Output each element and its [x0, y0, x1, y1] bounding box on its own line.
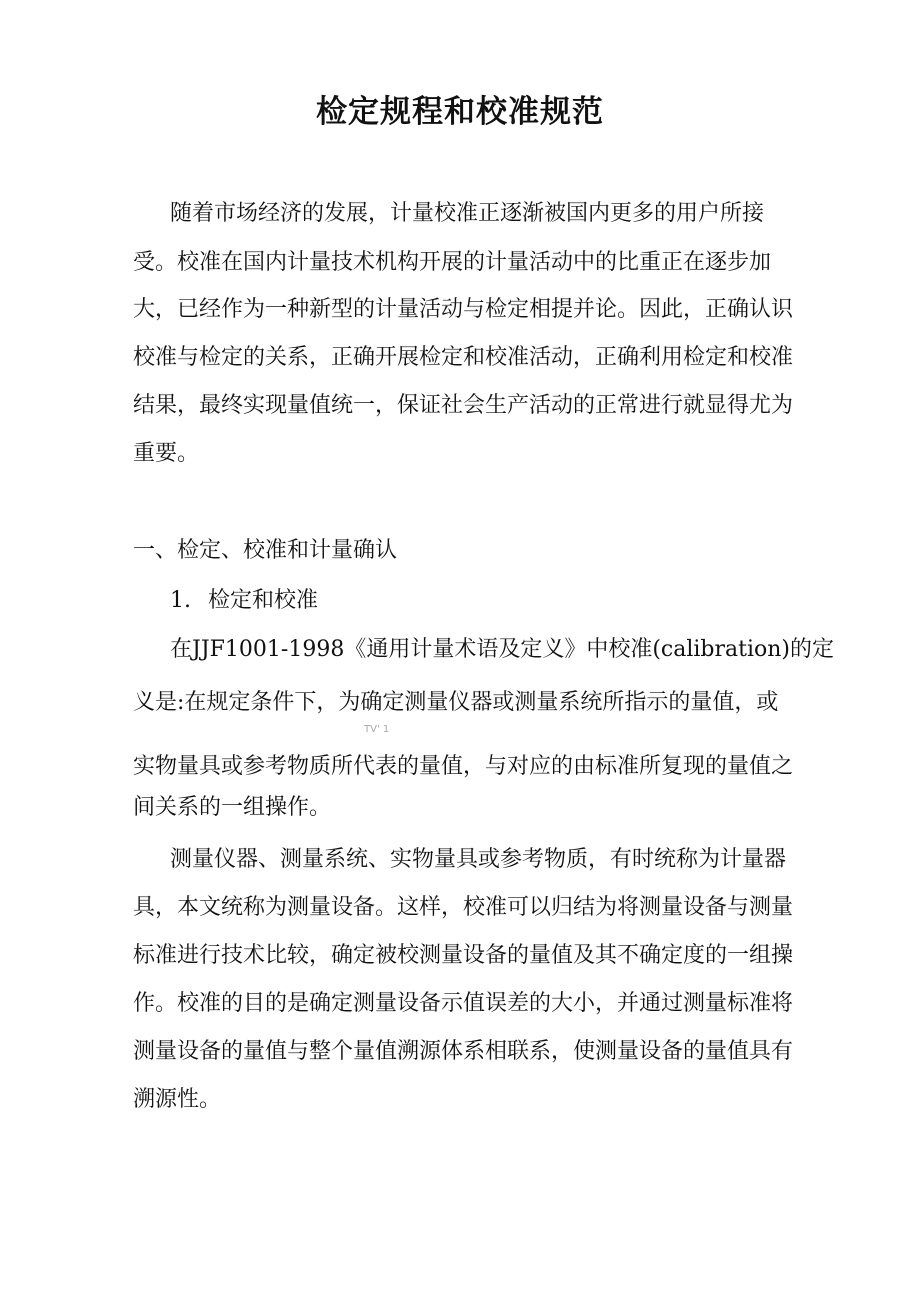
intro-line-4: 校准与检定的关系，正确开展检定和校准活动，正确利用检定和校准 [133, 345, 794, 370]
intro-line-1: 随着市场经济的发展，计量校准正逐渐被国内更多的用户所接 [170, 201, 765, 226]
equipment-line-4: 作。校准的目的是确定测量设备示值误差的大小，并通过测量标准将 [133, 991, 794, 1016]
section-heading: 一、检定、校准和计量确认 [133, 538, 398, 563]
definition-line-4: 间关系的一组操作。 [133, 795, 332, 820]
intro-line-2: 受。校准在国内计量技术机构开展的计量活动中的比重正在逐步加 [133, 250, 772, 275]
document-title: 检定规程和校准规范 [316, 94, 604, 130]
definition-line-2: 义是:在规定条件下，为确定测量仪器或测量系统所指示的量值，或 [133, 690, 779, 715]
equipment-line-2: 具，本文统称为测量设备。这样，校准可以归结为将测量设备与测量 [133, 895, 794, 920]
small-mark: TV' 1 [364, 724, 390, 735]
subsection-heading [170, 586, 318, 616]
equipment-line-3: 标准进行技术比较，确定被校测量设备的量值及其不确定度的一组操 [133, 943, 794, 968]
definition-line-1: 在JJF1001-1998《通用计量术语及定义》中校准(calibration)的定 [170, 637, 834, 662]
intro-line-5: 结果，最终实现量值统一，保证社会生产活动的正常进行就显得尤为 [133, 393, 794, 418]
subsection-number: 1. [170, 588, 191, 613]
equipment-line-6: 溯源性。 [133, 1087, 222, 1112]
intro-line-3: 大，已经作为一种新型的计量活动与检定相提并论。因此，正确认识 [133, 297, 794, 322]
equipment-line-5: 测量设备的量值与整个量值溯源体系相联系，使测量设备的量值具有 [133, 1039, 794, 1064]
intro-line-6: 重要。 [133, 441, 200, 466]
equipment-line-1: 测量仪器、测量系统、实物量具或参考物质，有时统称为计量器 [170, 847, 787, 872]
definition-line-3: 实物量具或参考物质所代表的量值，与对应的由标准所复现的量值之 [133, 754, 794, 779]
subsection-title: 检定和校准 [208, 588, 319, 613]
